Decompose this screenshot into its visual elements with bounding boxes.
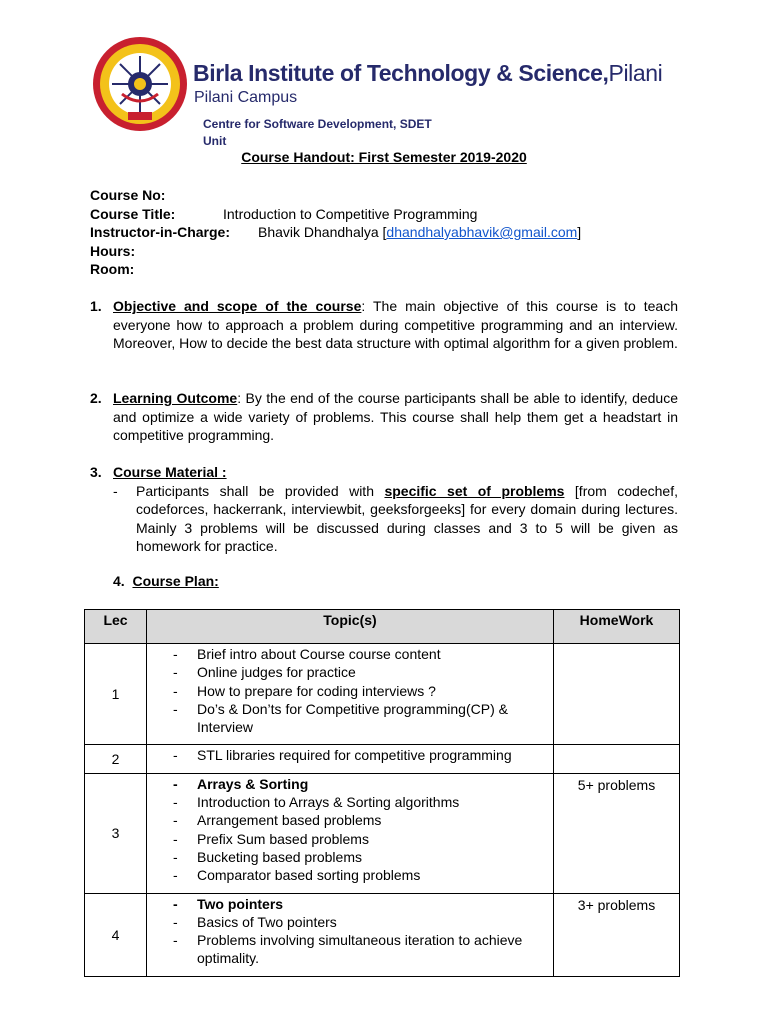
topic-dash: -	[173, 775, 178, 792]
section-1-number: 1.	[90, 298, 102, 314]
topic-dash: -	[173, 794, 178, 811]
topic-item	[173, 793, 547, 811]
room-row	[90, 260, 230, 279]
topic-item	[173, 746, 547, 764]
campus-name: Pilani Campus	[194, 89, 298, 106]
lecture-number: 3	[85, 773, 147, 893]
topic-item	[173, 830, 547, 848]
instructor-name: Bhavik Dhandhalya [	[258, 224, 387, 240]
topic-dash: -	[173, 867, 178, 884]
topic-item	[173, 645, 547, 663]
instructor-email-link[interactable]: dhandhalyabhavik@gmail.com	[386, 224, 578, 240]
header-lec: Lec	[85, 610, 147, 644]
section-1-heading: Objective and scope of the course	[113, 298, 362, 314]
topics-cell	[147, 644, 554, 745]
course-title-row	[90, 205, 478, 224]
hours-label: Hours:	[90, 242, 136, 259]
topics-cell	[147, 773, 554, 893]
lecture-number: 2	[85, 745, 147, 773]
material-text-b: [from codechef, codeforces, hackerrank, interviewbit, geeksforgeeks] for every domain during lectures. Mainly 3 problems will be discussed during classes and 3 to 5 will be given as homework for practice.	[136, 482, 678, 554]
topic-dash: -	[173, 700, 178, 717]
topic-item	[173, 866, 547, 884]
topic-dash: -	[173, 913, 178, 930]
course-title-value: Introduction to Competitive Programming	[223, 205, 478, 222]
table-row	[85, 773, 680, 893]
topic-dash: -	[173, 646, 178, 662]
topic-text: Introduction to Arrays & Sorting algorithms	[197, 794, 460, 811]
section-2-number: 2.	[90, 390, 102, 406]
section-4-heading: Course Plan:	[132, 573, 219, 589]
topic-list	[173, 895, 547, 968]
course-plan-table	[84, 609, 680, 977]
topic-item	[173, 913, 547, 931]
topic-text: Problems involving simultaneous iteration to achieve optimality.	[197, 932, 523, 967]
section-3-heading: Course Material :	[113, 464, 227, 480]
topic-text: Arrays & Sorting	[197, 775, 309, 792]
topic-list	[173, 746, 547, 764]
lecture-number: 1	[85, 644, 147, 745]
topic-text: Do’s & Don’ts for Competitive programming(CP) & Interview	[197, 700, 508, 736]
table-row	[85, 893, 680, 976]
section-learning-outcome	[90, 389, 678, 445]
section-2-text: : By the end of the course participants shall be able to identify, deduce and optimize a wide variety of problems. This course shall help them get a headstart in competitive programming.	[113, 390, 679, 443]
instructor-row	[90, 223, 582, 242]
topic-text: Bucketing based problems	[197, 848, 362, 865]
topics-cell	[147, 745, 554, 773]
topic-dash: -	[173, 932, 178, 949]
material-bold: specific set of problems	[384, 482, 565, 499]
section-course-plan	[113, 573, 219, 589]
homework-cell: 3+ problems	[554, 893, 680, 976]
topic-text: How to prepare for coding interviews ?	[197, 682, 436, 699]
topic-text: Arrangement based problems	[197, 812, 382, 829]
topics-cell	[147, 893, 554, 976]
topic-dash: -	[173, 830, 178, 847]
section-3-number: 3.	[90, 464, 102, 480]
lecture-number: 4	[85, 893, 147, 976]
topic-item	[173, 663, 547, 681]
topic-item	[173, 895, 547, 913]
topic-list	[173, 645, 547, 736]
bullet-dash: -	[113, 482, 118, 499]
instructor-value	[258, 223, 581, 242]
topic-item	[173, 682, 547, 700]
header-homework: HomeWork	[554, 610, 680, 644]
topic-item	[173, 775, 547, 793]
hours-row	[90, 242, 230, 261]
table-header-row	[85, 610, 680, 644]
instructor-bracket: ]	[577, 224, 582, 240]
topic-dash: -	[173, 682, 178, 699]
topic-text: STL libraries required for competitive programming	[197, 747, 512, 764]
topic-dash: -	[173, 812, 178, 829]
course-info	[90, 186, 582, 279]
institute-name: Birla Institute of Technology & Science,Pilani	[193, 60, 663, 86]
header-topics: Topic(s)	[147, 610, 554, 644]
course-no-row	[90, 186, 230, 205]
topic-item	[173, 931, 547, 968]
course-title-label: Course Title:	[90, 205, 176, 222]
topic-text: Online judges for practice	[197, 664, 356, 681]
topic-dash: -	[173, 895, 178, 912]
course-no-label: Course No:	[90, 187, 166, 203]
topic-dash: -	[173, 848, 178, 865]
bits-pilani-logo	[92, 36, 188, 132]
topic-item	[173, 700, 547, 737]
topic-list	[173, 775, 547, 885]
section-2-heading: Learning Outcome	[113, 390, 238, 406]
table-row	[85, 644, 680, 745]
handout-title: Course Handout: First Semester 2019-2020	[241, 149, 527, 165]
topic-text: Prefix Sum based problems	[197, 830, 369, 847]
homework-cell: 5+ problems	[554, 773, 680, 893]
homework-cell	[554, 644, 680, 745]
topic-dash: -	[173, 747, 178, 764]
course-material-bullet	[113, 482, 678, 556]
room-label: Room:	[90, 261, 135, 277]
centre-name: Centre for Software Development, SDET Unit	[203, 117, 432, 148]
section-4-number: 4.	[113, 573, 125, 589]
section-1-text: : The main objective of this course is to teach everyone how to approach a problem during competitive programming and an interview. Moreover, How to decide the best data structure with optimal algorithm for a given problem.	[113, 298, 679, 351]
topic-dash: -	[173, 664, 178, 681]
topic-item	[173, 811, 547, 829]
section-course-material	[90, 463, 678, 556]
topic-item	[173, 848, 547, 866]
homework-cell	[554, 745, 680, 773]
topic-text: Two pointers	[197, 895, 284, 912]
material-text-a: Participants shall be provided with	[136, 482, 385, 499]
topic-text: Brief intro about Course course content	[197, 646, 441, 662]
table-row	[85, 745, 680, 773]
instructor-label: Instructor-in-Charge:	[90, 224, 230, 240]
topic-text: Comparator based sorting problems	[197, 867, 421, 884]
section-objective	[90, 297, 678, 353]
topic-text: Basics of Two pointers	[197, 913, 337, 930]
